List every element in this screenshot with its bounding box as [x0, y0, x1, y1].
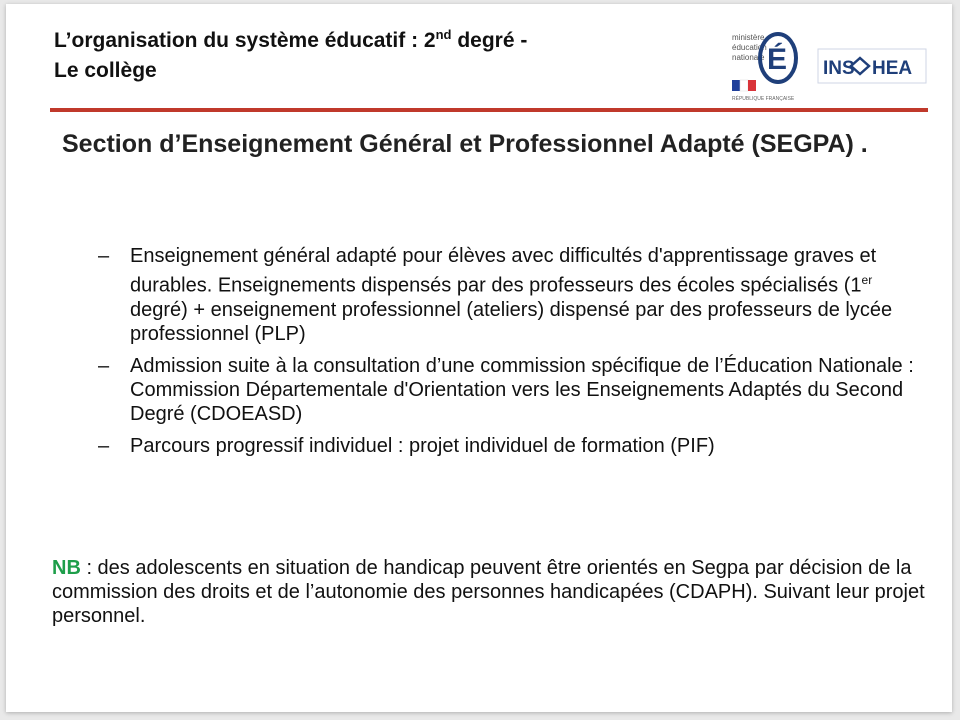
- bullet-superscript: er: [861, 273, 873, 287]
- flag-red: [748, 80, 756, 91]
- ministry-line-3: nationale: [732, 53, 765, 62]
- ministry-line-1: ministère: [732, 33, 765, 42]
- bullet-item: [98, 434, 924, 458]
- republic-caption: RÉPUBLIQUE FRANÇAISE: [732, 96, 795, 102]
- inshea-right-text: HEA: [872, 58, 913, 79]
- ministry-logo: [732, 33, 796, 102]
- logos: [722, 22, 936, 106]
- bullet-text-part2: degré) + enseignement professionnel (ateliers) dispensé par des professeurs de lycée professionnel (PLP): [130, 298, 893, 345]
- flag-white: [740, 80, 748, 91]
- inshea-left-text: INS: [823, 58, 855, 79]
- bullet-list: [98, 244, 924, 466]
- title-divider: [50, 108, 928, 112]
- bullet-dash: –: [98, 354, 110, 377]
- nb-text: : des adolescents en situation de handicap peuvent être orientés en Segpa par décision de la commission des droits et de l’autonomie des personnes handicapées (CDAPH). Suivant leur projet personnel.: [52, 557, 925, 627]
- title-line2: Le collège: [54, 59, 157, 82]
- bullet-item: [98, 244, 924, 346]
- bullet-dash: –: [98, 434, 110, 457]
- title-superscript: nd: [435, 27, 452, 42]
- title-text-part2: degré -: [451, 29, 528, 52]
- bullet-text: Admission suite à la consultation d’une commission spécifique de l’Éducation Nationale : Commission Départementale d'Orientation vers les Enseignements Adaptés du Second Degré (CDOEASD): [130, 354, 914, 425]
- bullet-dash: –: [98, 245, 110, 267]
- bullet-text: Parcours progressif individuel : projet individuel de formation (PIF): [130, 434, 715, 457]
- flag-blue: [732, 80, 740, 91]
- inshea-logo: [818, 49, 926, 83]
- ministry-e-letter: É: [767, 43, 788, 76]
- slide: [6, 4, 952, 712]
- title-text-part1: L’organisation du système éducatif : 2: [54, 29, 436, 52]
- logos-svg: [722, 22, 936, 106]
- bullet-item: [98, 354, 924, 426]
- ministry-line-2: éducation: [732, 43, 767, 52]
- section-heading: Section d’Enseignement Général et Professionnel Adapté (SEGPA) .: [62, 130, 868, 158]
- nb-paragraph: [52, 556, 926, 628]
- nb-label: NB: [52, 557, 81, 579]
- bullet-text-part1: Enseignement général adapté pour élèves avec difficultés d'apprentissage graves et durables. Enseignements dispensés par des professeurs des écoles spécialisés (1: [130, 245, 877, 297]
- slide-title: [54, 20, 704, 86]
